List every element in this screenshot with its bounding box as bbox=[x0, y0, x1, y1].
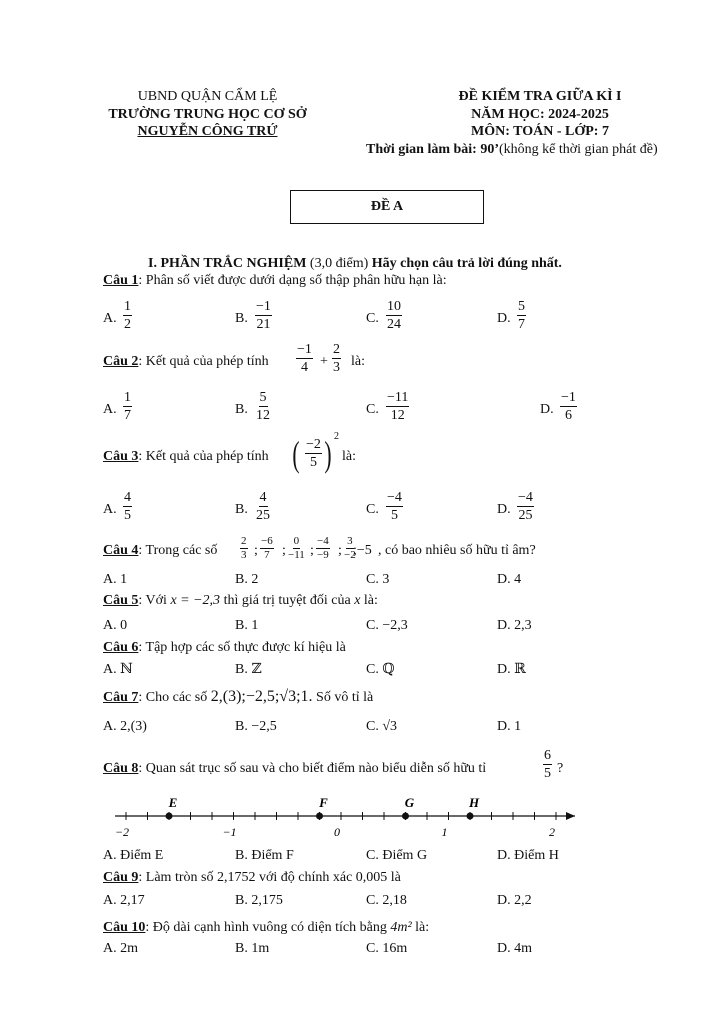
number-line bbox=[0, 790, 725, 850]
q3-option-b-fraction: $\frac{4}{25}$ bbox=[256, 490, 270, 523]
q5-option-b[interactable]: B. 1 bbox=[235, 618, 259, 633]
q3-option-b[interactable]: B. bbox=[235, 502, 248, 517]
q7-option-b[interactable]: B. −2,5 bbox=[235, 719, 277, 734]
q7-option-d[interactable]: D. 1 bbox=[497, 719, 522, 734]
q1-option-b-fraction: $\frac{-1}{21}$ bbox=[256, 299, 271, 332]
time-info: Thời gian làm bài: 90’(không kể thời gian phát đề) bbox=[366, 142, 658, 157]
q3-option-a[interactable]: A. bbox=[103, 502, 117, 517]
question-3: Câu 3: Kết quả của phép tính bbox=[103, 449, 269, 464]
axis-label: −2 bbox=[114, 825, 130, 839]
q2-option-b-fraction: $\frac{5}{12}$ bbox=[256, 390, 270, 423]
point-label-f: F bbox=[319, 795, 328, 810]
q6-option-a[interactable]: A. ℕ bbox=[103, 662, 133, 677]
q10-option-c[interactable]: C. 16m bbox=[366, 941, 408, 956]
q3-tail: là: bbox=[342, 449, 356, 464]
point-h bbox=[467, 813, 474, 820]
q1-option-d[interactable]: D. bbox=[497, 311, 511, 326]
q3-option-c[interactable]: C. bbox=[366, 502, 379, 517]
question-2: Câu 2: Kết quả của phép tính bbox=[103, 354, 269, 369]
q3-option-c-fraction: $\frac{-4}{5}$ bbox=[387, 490, 402, 523]
question-10: Câu 10: Độ dài cạnh hình vuông có diện tích bằng 4m² là: bbox=[103, 920, 430, 935]
q3-fraction: $\frac{-2}{5}$ bbox=[306, 437, 321, 470]
q1-option-c[interactable]: C. bbox=[366, 311, 379, 326]
exam-code: ĐỀ A bbox=[370, 199, 404, 214]
q4-number-5: 3 −2 bbox=[344, 535, 356, 561]
q4-option-a[interactable]: A. 1 bbox=[103, 572, 128, 587]
q2-option-c-fraction: $\frac{-11}{12}$ bbox=[387, 390, 409, 423]
q2-option-d[interactable]: D. bbox=[540, 402, 554, 417]
point-g bbox=[402, 813, 409, 820]
q9-option-d[interactable]: D. 2,2 bbox=[497, 893, 532, 908]
q3-exponent: 2 bbox=[334, 431, 339, 442]
axis-label: 2 bbox=[549, 825, 555, 839]
q2-tail: là: bbox=[351, 354, 365, 369]
q2-option-b[interactable]: B. bbox=[235, 402, 248, 417]
q2-fraction-1: $\frac{-1}{4}$ bbox=[297, 342, 312, 375]
q9-option-b[interactable]: B. 2,175 bbox=[235, 893, 283, 908]
q6-option-b[interactable]: B. ℤ bbox=[235, 662, 262, 677]
subject-grade: MÔN: TOÁN - LỚP: 7 bbox=[471, 124, 609, 139]
authority-name: UBND QUẬN CẨM LỆ bbox=[137, 89, 278, 104]
q7-option-a[interactable]: A. 2,(3) bbox=[103, 719, 147, 734]
q4-last: ;−5 bbox=[353, 543, 372, 558]
q8-fraction: $\frac{6}{5}$ bbox=[544, 748, 551, 781]
question-8: Câu 8: Quan sát trục số sau và cho biết điểm nào biểu diễn số hữu tỉ bbox=[103, 761, 487, 776]
q3-right-paren: ) bbox=[324, 434, 332, 474]
q5-option-a[interactable]: A. 0 bbox=[103, 618, 128, 633]
q1-option-b[interactable]: B. bbox=[235, 311, 248, 326]
q4-separator: ; bbox=[310, 543, 314, 558]
q1-option-c-fraction: $\frac{10}{24}$ bbox=[387, 299, 401, 332]
q5-option-d[interactable]: D. 2,3 bbox=[497, 618, 532, 633]
q4-number-4: −4 −9 bbox=[317, 535, 329, 561]
q4-option-d[interactable]: D. 4 bbox=[497, 572, 522, 587]
axis-label: −1 bbox=[222, 825, 237, 839]
question-7: Câu 7: Cho các số 2,(3);−2,5;√3;1. Số vô tỉ là bbox=[103, 688, 374, 705]
question-5: Câu 5: Với x = −2,3 thì giá trị tuyệt đối của x là: bbox=[103, 593, 378, 608]
school-year: NĂM HỌC: 2024-2025 bbox=[471, 107, 609, 122]
q10-option-b[interactable]: B. 1m bbox=[235, 941, 270, 956]
point-e bbox=[166, 813, 173, 820]
question-1: Câu 1: Phân số viết được dưới dạng số thập phân hữu hạn là: bbox=[103, 273, 447, 288]
q8-tail: ? bbox=[557, 761, 564, 776]
q7-option-c[interactable]: C. √3 bbox=[366, 719, 398, 734]
section-title: I. PHẦN TRẮC NGHIỆM (3,0 điểm) Hãy chọn câu trả lời đúng nhất. bbox=[148, 256, 562, 271]
q4-option-c[interactable]: C. 3 bbox=[366, 572, 390, 587]
q1-option-a-fraction: $\frac{1}{2}$ bbox=[124, 299, 131, 332]
q2-fraction-2: $\frac{2}{3}$ bbox=[333, 342, 340, 375]
q2-option-c[interactable]: C. bbox=[366, 402, 379, 417]
q10-option-d[interactable]: D. 4m bbox=[497, 941, 532, 956]
q8-option-d[interactable]: D. Điểm H bbox=[497, 848, 559, 863]
q8-option-b[interactable]: B. Điểm F bbox=[235, 848, 294, 863]
question-4: Câu 4: Trong các số bbox=[103, 543, 218, 558]
q4-number-1: 2 3 bbox=[241, 535, 247, 561]
question-6: Câu 6: Tập hợp các số thực được kí hiệu là bbox=[103, 640, 346, 655]
exam-code-box bbox=[290, 190, 484, 224]
school-line2: NGUYỄN CÔNG TRỨ bbox=[137, 124, 278, 139]
q1-option-a[interactable]: A. bbox=[103, 311, 117, 326]
axis-label: 1 bbox=[441, 825, 448, 839]
q3-option-d-fraction: $\frac{-4}{25}$ bbox=[518, 490, 533, 523]
q9-option-c[interactable]: C. 2,18 bbox=[366, 893, 407, 908]
q4-number-2: −6 7 bbox=[261, 535, 273, 561]
q2-option-a[interactable]: A. bbox=[103, 402, 117, 417]
question-9: Câu 9: Làm tròn số 2,1752 với độ chính xác 0,005 là bbox=[103, 870, 401, 885]
q4-separator: ; bbox=[254, 543, 258, 558]
q8-option-c[interactable]: C. Điểm G bbox=[366, 848, 428, 863]
school-line1: TRƯỜNG TRUNG HỌC CƠ SỞ bbox=[108, 107, 307, 122]
exam-title: ĐỀ KIỂM TRA GIỮA KÌ I bbox=[458, 89, 622, 104]
q6-option-d[interactable]: D. ℝ bbox=[497, 662, 526, 677]
q9-option-a[interactable]: A. 2,17 bbox=[103, 893, 145, 908]
q10-option-a[interactable]: A. 2m bbox=[103, 941, 138, 956]
q1-option-d-fraction: $\frac{5}{7}$ bbox=[518, 299, 525, 332]
q4-option-b[interactable]: B. 2 bbox=[235, 572, 259, 587]
q4-separator: ; bbox=[338, 543, 342, 558]
q3-option-d[interactable]: D. bbox=[497, 502, 511, 517]
q5-option-c[interactable]: C. −2,3 bbox=[366, 618, 408, 633]
axis-label: 0 bbox=[334, 825, 340, 839]
point-label-g: G bbox=[404, 795, 415, 810]
q6-option-c[interactable]: C. ℚ bbox=[366, 662, 395, 677]
q2-option-d-fraction: $\frac{-1}{6}$ bbox=[561, 390, 576, 423]
q4-separator: ; bbox=[282, 543, 286, 558]
point-label-h: H bbox=[468, 795, 480, 810]
point-f bbox=[316, 813, 323, 820]
q2-option-a-fraction: $\frac{1}{7}$ bbox=[124, 390, 131, 423]
q2-operator: + bbox=[320, 354, 328, 369]
q3-left-paren: ( bbox=[292, 434, 300, 474]
q4-number-3: 0 −11 bbox=[288, 535, 305, 561]
axis-arrow bbox=[566, 812, 575, 820]
q3-option-a-fraction: $\frac{4}{5}$ bbox=[124, 490, 131, 523]
q4-tail: , có bao nhiêu số hữu tỉ âm? bbox=[378, 543, 536, 558]
point-label-e: E bbox=[168, 795, 178, 810]
q8-option-a[interactable]: A. Điểm E bbox=[103, 848, 164, 863]
